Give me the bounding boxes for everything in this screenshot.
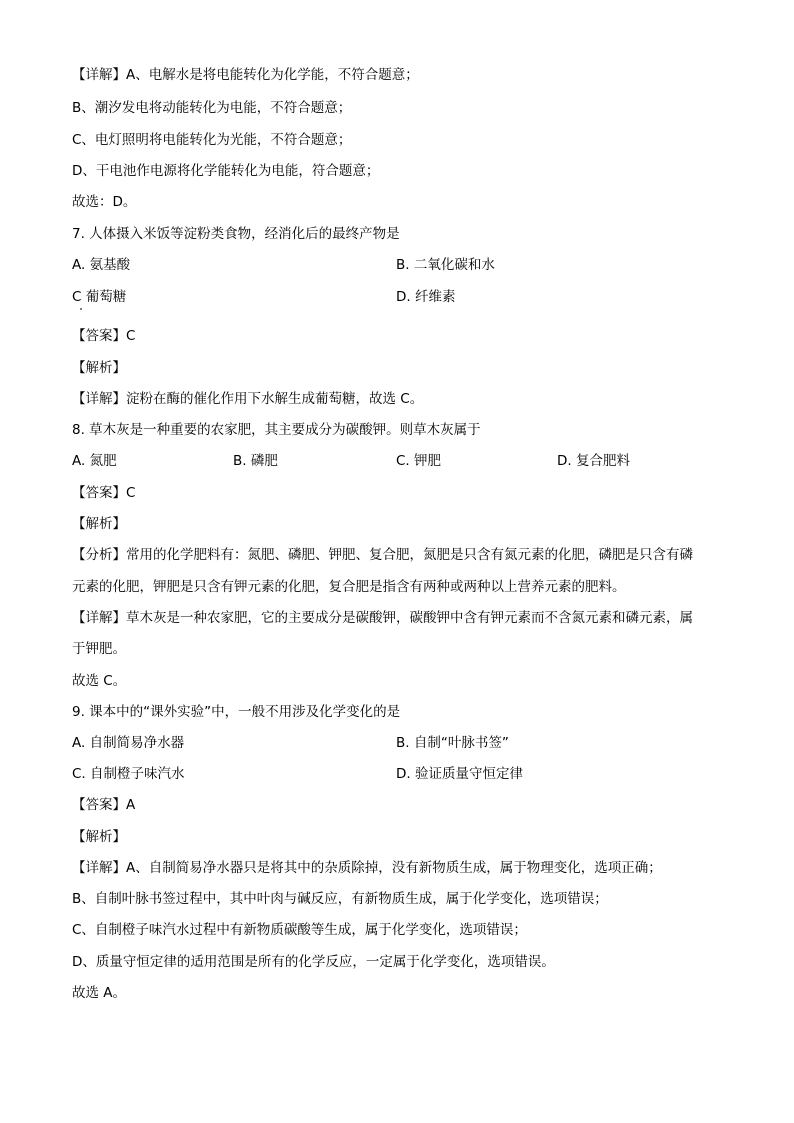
q7-option-d: D. 纤维素 [396,289,456,305]
q8-fenxi-line-1: 【分析】常用的化学肥料有：氮肥、磷肥、钾肥、复合肥，氮肥是只含有氮元素的化肥，磷肥是只含有磷 [72,547,693,563]
q6-detail-c: C、电灯照明将电能转化为光能，不符合题意； [72,132,352,148]
q8-detail-line-2: 于钾肥。 [72,641,126,657]
q8-fenxi-line-2: 元素的化肥，钾肥是只含有钾元素的化肥，复合肥是指含有两种或两种以上营养元素的肥料。 [72,579,626,595]
q9-option-d: D. 验证质量守恒定律 [396,766,523,782]
q8-choose: 故选 C。 [72,673,127,689]
q8-option-b: B. 磷肥 [233,453,278,469]
q8-answer: 【答案】C [72,485,136,501]
q6-detail-a: 【详解】A、电解水是将电能转化为化学能，不符合题意； [72,67,419,83]
q9-detail-d: D、质量守恒定律的适用范围是所有的化学反应，一定属于化学变化，选项错误。 [72,954,555,970]
q8-option-d: D. 复合肥料 [557,453,630,469]
q7-detail: 【详解】淀粉在酶的催化作用下水解生成葡萄糖，故选 C。 [72,391,424,407]
q9-detail-a: 【详解】A、自制简易净水器只是将其中的杂质除掉，没有新物质生成，属于物理变化，选项正确； [72,860,662,876]
q9-option-c: C. 自制橙子味汽水 [72,766,185,782]
stray-dot [80,308,82,310]
q7-option-b: B. 二氧化碳和水 [396,257,495,273]
q7-option-a: A. 氨基酸 [72,257,131,273]
q7-option-c: C 葡萄糖 [72,289,127,305]
q9-stem: 9. 课本中的“课外实验”中，一般不用涉及化学变化的是 [72,704,401,720]
q9-answer: 【答案】A [72,797,136,813]
q9-analysis-heading: 【解析】 [72,829,126,845]
q9-option-a: A. 自制简易净水器 [72,735,185,751]
q8-stem: 8. 草木灰是一种重要的农家肥，其主要成分为碳酸钾。则草木灰属于 [72,422,481,438]
q7-stem: 7. 人体摄入米饭等淀粉类食物，经消化后的最终产物是 [72,226,400,242]
q9-option-b: B. 自制“叶脉书签” [396,735,509,751]
q7-analysis-heading: 【解析】 [72,360,126,376]
q8-option-c: C. 钾肥 [396,453,442,469]
q8-option-a: A. 氮肥 [72,453,117,469]
q9-choose: 故选 A。 [72,985,127,1001]
q8-detail-line-1: 【详解】草木灰是一种农家肥，它的主要成分是碳酸钾，碳酸钾中含有钾元素而不含氮元素和磷元素，属 [72,610,693,626]
q6-choose: 故选：D。 [72,194,137,210]
q9-detail-b: B、自制叶脉书签过程中，其中叶肉与碱反应，有新物质生成，属于化学变化，选项错误； [72,891,608,907]
q8-analysis-heading: 【解析】 [72,516,126,532]
q6-detail-b: B、潮汐发电将动能转化为电能，不符合题意； [72,100,352,116]
q6-detail-d: D、干电池作电源将化学能转化为电能，符合题意； [72,163,380,179]
q9-detail-c: C、自制橙子味汽水过程中有新物质碳酸等生成，属于化学变化，选项错误； [72,922,527,938]
q7-answer: 【答案】C [72,328,136,344]
